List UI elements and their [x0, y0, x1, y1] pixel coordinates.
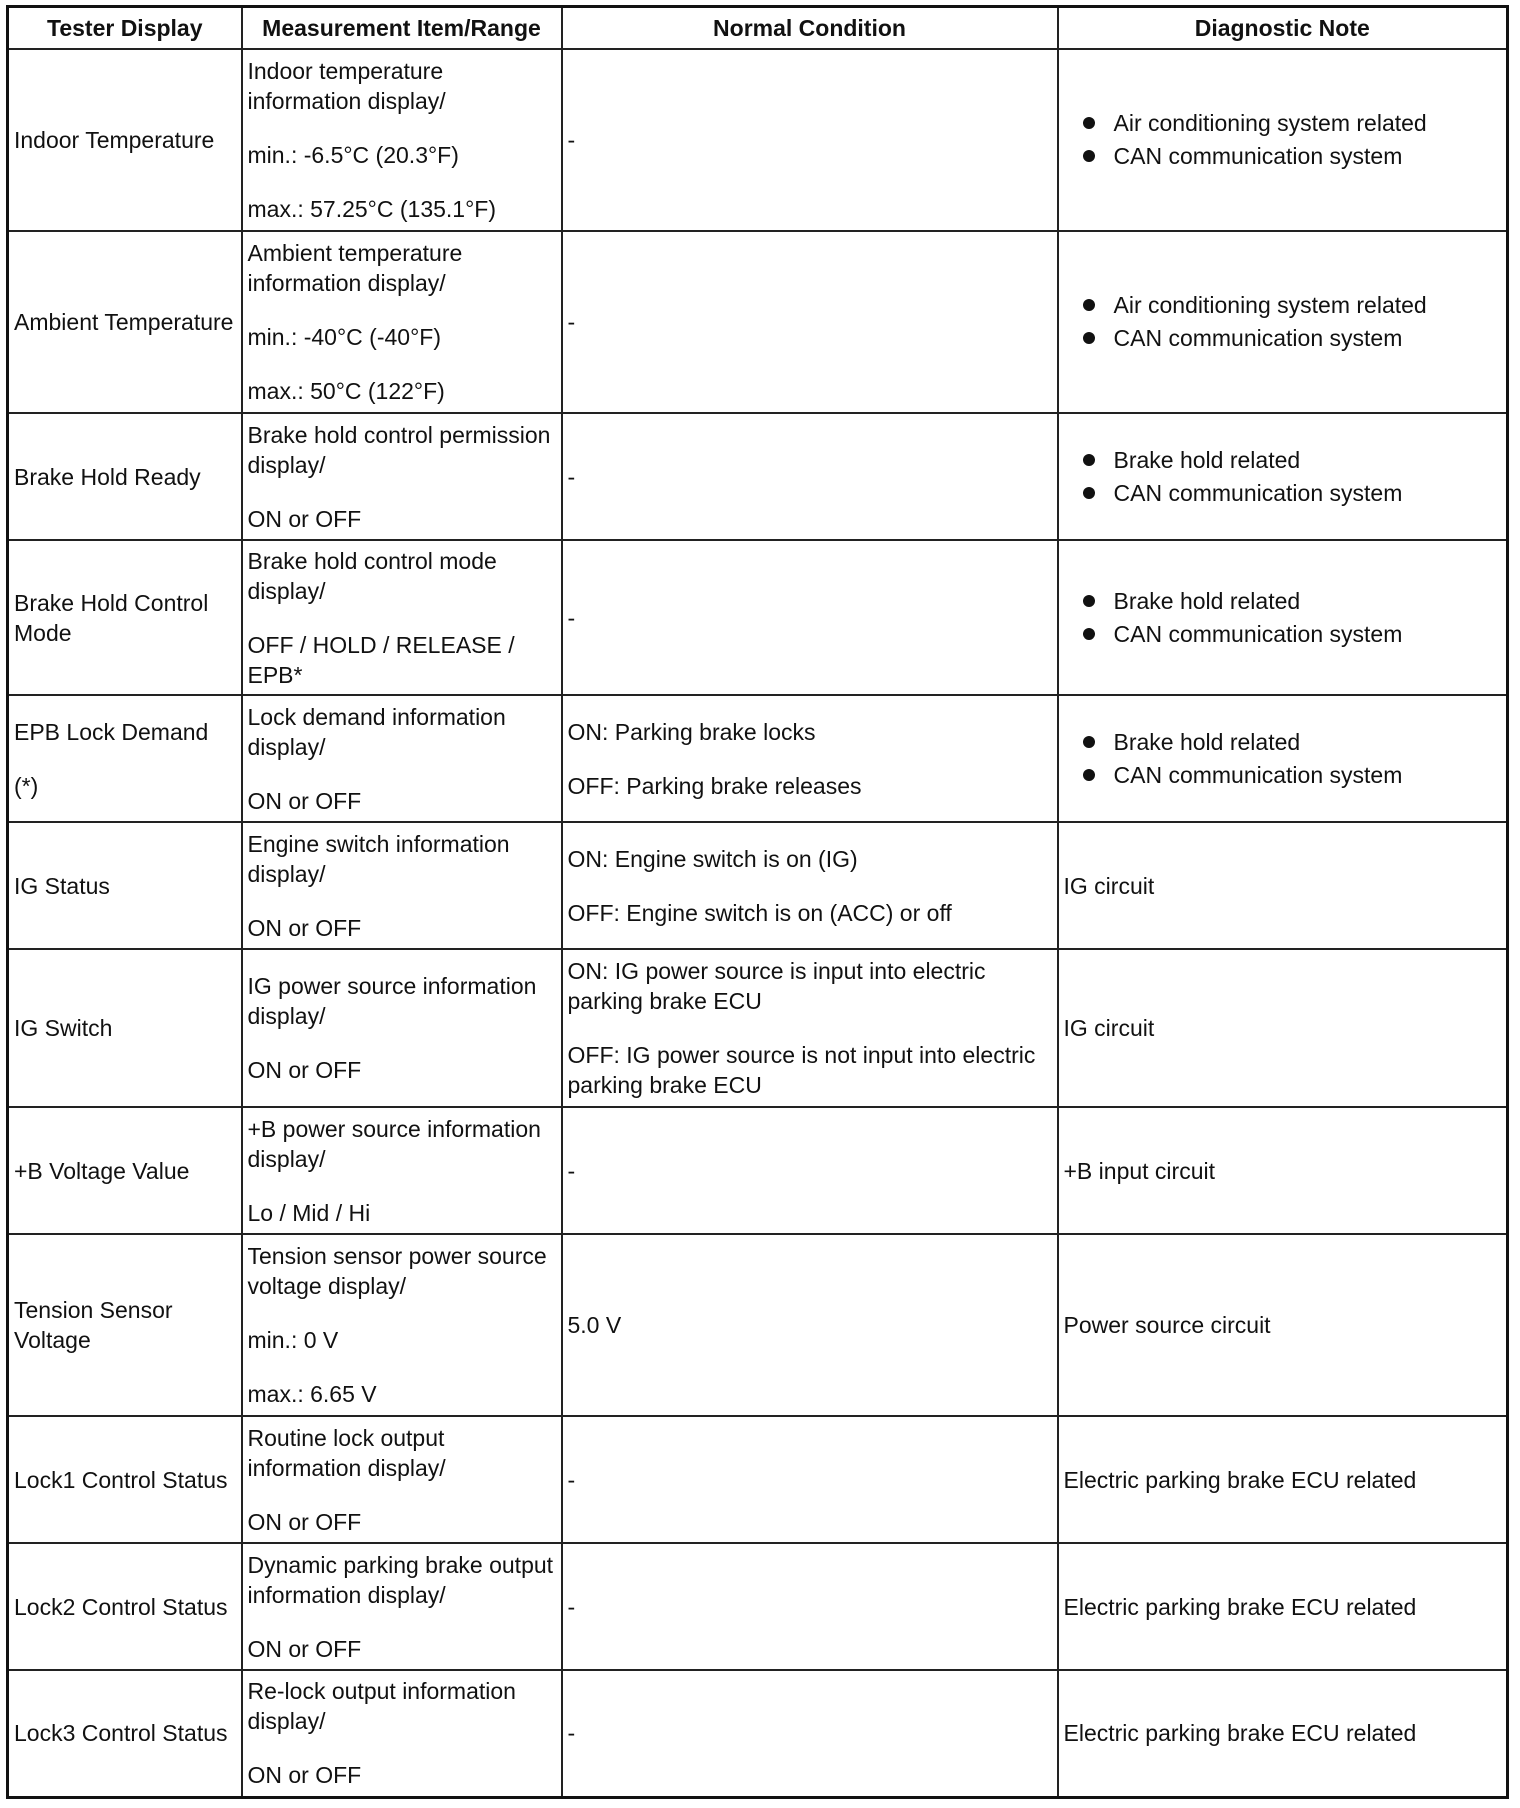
normal-condition-text: OFF: Parking brake releases — [567, 772, 862, 799]
bullet-icon — [1083, 117, 1095, 129]
diagnostic-note-text: CAN communication system — [1113, 479, 1403, 506]
tester-display-text: IG Status — [14, 872, 110, 899]
table-row — [8, 413, 1508, 540]
table-row — [8, 231, 1508, 413]
tester-display-cell — [8, 540, 242, 695]
normal-condition-cell — [562, 949, 1058, 1107]
measurement-item-text: max.: 6.65 V — [247, 1381, 377, 1407]
normal-condition-cell — [562, 413, 1058, 540]
tester-display-cell — [8, 49, 242, 231]
diagnostic-note-text: Brake hold related — [1113, 728, 1301, 755]
diagnostic-note-list — [1064, 726, 1502, 792]
diagnostic-note-cell — [1058, 1416, 1508, 1543]
list-item — [1064, 444, 1502, 477]
bullet-icon — [1083, 736, 1095, 748]
diagnostic-note-cell — [1058, 1107, 1508, 1234]
measurement-item-cell — [242, 949, 562, 1107]
measurement-item-text: min.: -40°C (-40°F) — [247, 324, 441, 350]
measurement-item-text: Tension sensor power source voltage display/ — [247, 1243, 547, 1299]
table-row — [8, 1543, 1508, 1670]
measurement-item-text: Engine switch information display/ — [247, 830, 510, 887]
header-diagnostic-note: Diagnostic Note — [1058, 7, 1508, 50]
normal-condition-cell — [562, 1234, 1058, 1416]
tester-display-cell — [8, 1107, 242, 1234]
diagnostic-note-list — [1064, 289, 1502, 355]
measurement-item-cell — [242, 1107, 562, 1234]
bullet-icon — [1083, 487, 1095, 499]
diagnostic-note-text: Air conditioning system related — [1113, 110, 1427, 136]
normal-condition-text: - — [567, 463, 576, 490]
normal-condition-text: 5.0 V — [567, 1312, 622, 1338]
measurement-item-text: ON or OFF — [247, 1762, 362, 1789]
table-row — [8, 949, 1508, 1107]
diagnostic-note-cell — [1058, 949, 1508, 1107]
measurement-item-text: +B power source information display/ — [247, 1115, 541, 1172]
list-item — [1064, 726, 1502, 759]
normal-condition-text: - — [567, 1720, 576, 1747]
normal-condition-text: ON: IG power source is input into electric parking brake ECU — [567, 958, 986, 1014]
measurement-item-text: min.: 0 V — [247, 1327, 339, 1353]
table-row — [8, 695, 1508, 822]
tester-display-cell — [8, 1543, 242, 1670]
diagnostic-note-cell — [1058, 1670, 1508, 1797]
tester-display-text: EPB Lock Demand — [14, 718, 209, 745]
diagnostic-note-cell — [1058, 231, 1508, 413]
diagnostic-note-text: Brake hold related — [1113, 446, 1301, 473]
normal-condition-cell — [562, 695, 1058, 822]
bullet-icon — [1083, 595, 1095, 607]
header-tester-display: Tester Display — [8, 7, 242, 50]
normal-condition-text: - — [567, 309, 576, 335]
header-normal-condition: Normal Condition — [562, 7, 1058, 50]
tester-display-cell — [8, 949, 242, 1107]
measurement-item-text: IG power source information display/ — [247, 973, 537, 1029]
measurement-item-text: ON or OFF — [247, 1057, 362, 1083]
measurement-item-text: Lock demand information display/ — [247, 703, 506, 760]
diagnostic-note-text: CAN communication system — [1113, 325, 1403, 351]
diagnostic-note-list — [1064, 107, 1502, 173]
tester-display-text: Lock2 Control Status — [14, 1593, 228, 1620]
tester-display-text: Indoor Temperature — [14, 127, 215, 153]
measurement-item-cell — [242, 413, 562, 540]
normal-condition-text: ON: Engine switch is on (IG) — [567, 845, 858, 872]
measurement-item-text: Indoor temperature information display/ — [247, 58, 446, 114]
measurement-item-text: ON or OFF — [247, 1508, 362, 1535]
tester-display-text: Ambient Temperature — [14, 309, 234, 335]
measurement-item-text: ON or OFF — [247, 1635, 362, 1662]
measurement-item-text: ON or OFF — [247, 914, 362, 941]
measurement-item-cell — [242, 695, 562, 822]
list-item — [1064, 322, 1502, 355]
bullet-icon — [1083, 150, 1095, 162]
measurement-item-text: Brake hold control mode display/ — [247, 547, 497, 604]
tester-display-text: +B Voltage Value — [14, 1157, 190, 1184]
table-row — [8, 1107, 1508, 1234]
list-item — [1064, 477, 1502, 510]
table-row — [8, 1234, 1508, 1416]
diagnostic-note-cell — [1058, 1543, 1508, 1670]
diagnostic-note-cell — [1058, 1234, 1508, 1416]
tester-display-cell — [8, 822, 242, 949]
list-item — [1064, 585, 1502, 618]
diagnostic-note-cell — [1058, 822, 1508, 949]
header-measurement-item: Measurement Item/Range — [242, 7, 562, 50]
table-row — [8, 1670, 1508, 1797]
diagnostic-data-list — [6, 5, 1509, 1799]
measurement-item-cell — [242, 231, 562, 413]
measurement-item-text: max.: 57.25°C (135.1°F) — [247, 196, 496, 222]
diagnostic-note-text: Electric parking brake ECU related — [1063, 1720, 1417, 1747]
measurement-item-text: Re-lock output information display/ — [247, 1678, 516, 1735]
tester-display-text: Lock1 Control Status — [14, 1466, 228, 1493]
measurement-item-cell — [242, 540, 562, 695]
measurement-item-text: ON or OFF — [247, 505, 362, 532]
tester-display-cell — [8, 1416, 242, 1543]
diagnostic-note-text: CAN communication system — [1113, 143, 1403, 169]
normal-condition-text: - — [567, 1466, 576, 1493]
normal-condition-cell — [562, 822, 1058, 949]
tester-display-cell — [8, 413, 242, 540]
table-row — [8, 822, 1508, 949]
tester-display-cell — [8, 1670, 242, 1797]
table-row — [8, 49, 1508, 231]
tester-display-text: (*) — [14, 772, 39, 799]
measurement-item-cell — [242, 1670, 562, 1797]
measurement-item-text: max.: 50°C (122°F) — [247, 378, 445, 404]
table-row — [8, 540, 1508, 695]
normal-condition-cell — [562, 1416, 1058, 1543]
bullet-icon — [1083, 454, 1095, 466]
tester-display-cell — [8, 1234, 242, 1416]
normal-condition-text: OFF: Engine switch is on (ACC) or off — [567, 899, 952, 926]
measurement-item-cell — [242, 1543, 562, 1670]
bullet-icon — [1083, 628, 1095, 640]
measurement-item-cell — [242, 822, 562, 949]
list-item — [1064, 759, 1502, 792]
diagnostic-note-text: CAN communication system — [1113, 620, 1403, 647]
list-item — [1064, 289, 1502, 322]
diagnostic-note-text: +B input circuit — [1063, 1157, 1215, 1184]
tester-display-text: Lock3 Control Status — [14, 1720, 228, 1747]
tester-display-cell — [8, 695, 242, 822]
tester-display-text: Brake Hold Ready — [14, 463, 201, 490]
diagnostic-note-text: CAN communication system — [1113, 761, 1403, 788]
normal-condition-text: - — [567, 604, 576, 631]
tester-display-cell — [8, 231, 242, 413]
normal-condition-text: OFF: IG power source is not input into electric parking brake ECU — [567, 1042, 1036, 1098]
diagnostic-note-cell — [1058, 695, 1508, 822]
measurement-item-text: OFF / HOLD / RELEASE / EPB* — [247, 631, 515, 688]
tester-display-text: Tension Sensor Voltage — [14, 1297, 173, 1353]
diagnostic-note-text: Electric parking brake ECU related — [1063, 1593, 1417, 1620]
bullet-icon — [1083, 299, 1095, 311]
normal-condition-cell — [562, 231, 1058, 413]
normal-condition-cell — [562, 49, 1058, 231]
diagnostic-note-text: IG circuit — [1063, 872, 1155, 899]
tester-display-text: IG Switch — [14, 1015, 113, 1041]
measurement-item-text: Ambient temperature information display/ — [247, 240, 463, 296]
diagnostic-note-text: Air conditioning system related — [1113, 292, 1427, 318]
measurement-item-cell — [242, 49, 562, 231]
list-item — [1064, 107, 1502, 140]
measurement-item-text: Dynamic parking brake output information display/ — [247, 1551, 554, 1608]
normal-condition-text: - — [567, 1593, 576, 1620]
diagnostic-note-text: Brake hold related — [1113, 587, 1301, 614]
table-header-row — [8, 7, 1508, 50]
measurement-item-text: Routine lock output information display/ — [247, 1424, 446, 1481]
list-item — [1064, 140, 1502, 173]
normal-condition-cell — [562, 1543, 1058, 1670]
diagnostic-note-list — [1064, 585, 1502, 651]
diagnostic-note-cell — [1058, 540, 1508, 695]
diagnostic-note-cell — [1058, 413, 1508, 540]
data-list-table — [6, 5, 1509, 1799]
normal-condition-text: ON: Parking brake locks — [567, 718, 816, 745]
measurement-item-text: Lo / Mid / Hi — [247, 1199, 371, 1226]
normal-condition-text: - — [567, 1157, 576, 1184]
measurement-item-text: Brake hold control permission display/ — [247, 421, 551, 478]
tester-display-text: Brake Hold Control Mode — [14, 589, 209, 646]
bullet-icon — [1083, 769, 1095, 781]
table-row — [8, 1416, 1508, 1543]
normal-condition-cell — [562, 540, 1058, 695]
measurement-item-cell — [242, 1416, 562, 1543]
diagnostic-note-text: Electric parking brake ECU related — [1063, 1466, 1417, 1493]
diagnostic-note-text: IG circuit — [1063, 1015, 1155, 1041]
measurement-item-cell — [242, 1234, 562, 1416]
normal-condition-cell — [562, 1670, 1058, 1797]
normal-condition-text: - — [567, 127, 576, 153]
diagnostic-note-text: Power source circuit — [1063, 1312, 1271, 1338]
bullet-icon — [1083, 332, 1095, 344]
measurement-item-text: min.: -6.5°C (20.3°F) — [247, 142, 459, 168]
normal-condition-cell — [562, 1107, 1058, 1234]
diagnostic-note-cell — [1058, 49, 1508, 231]
measurement-item-text: ON or OFF — [247, 787, 362, 814]
list-item — [1064, 618, 1502, 651]
diagnostic-note-list — [1064, 444, 1502, 510]
